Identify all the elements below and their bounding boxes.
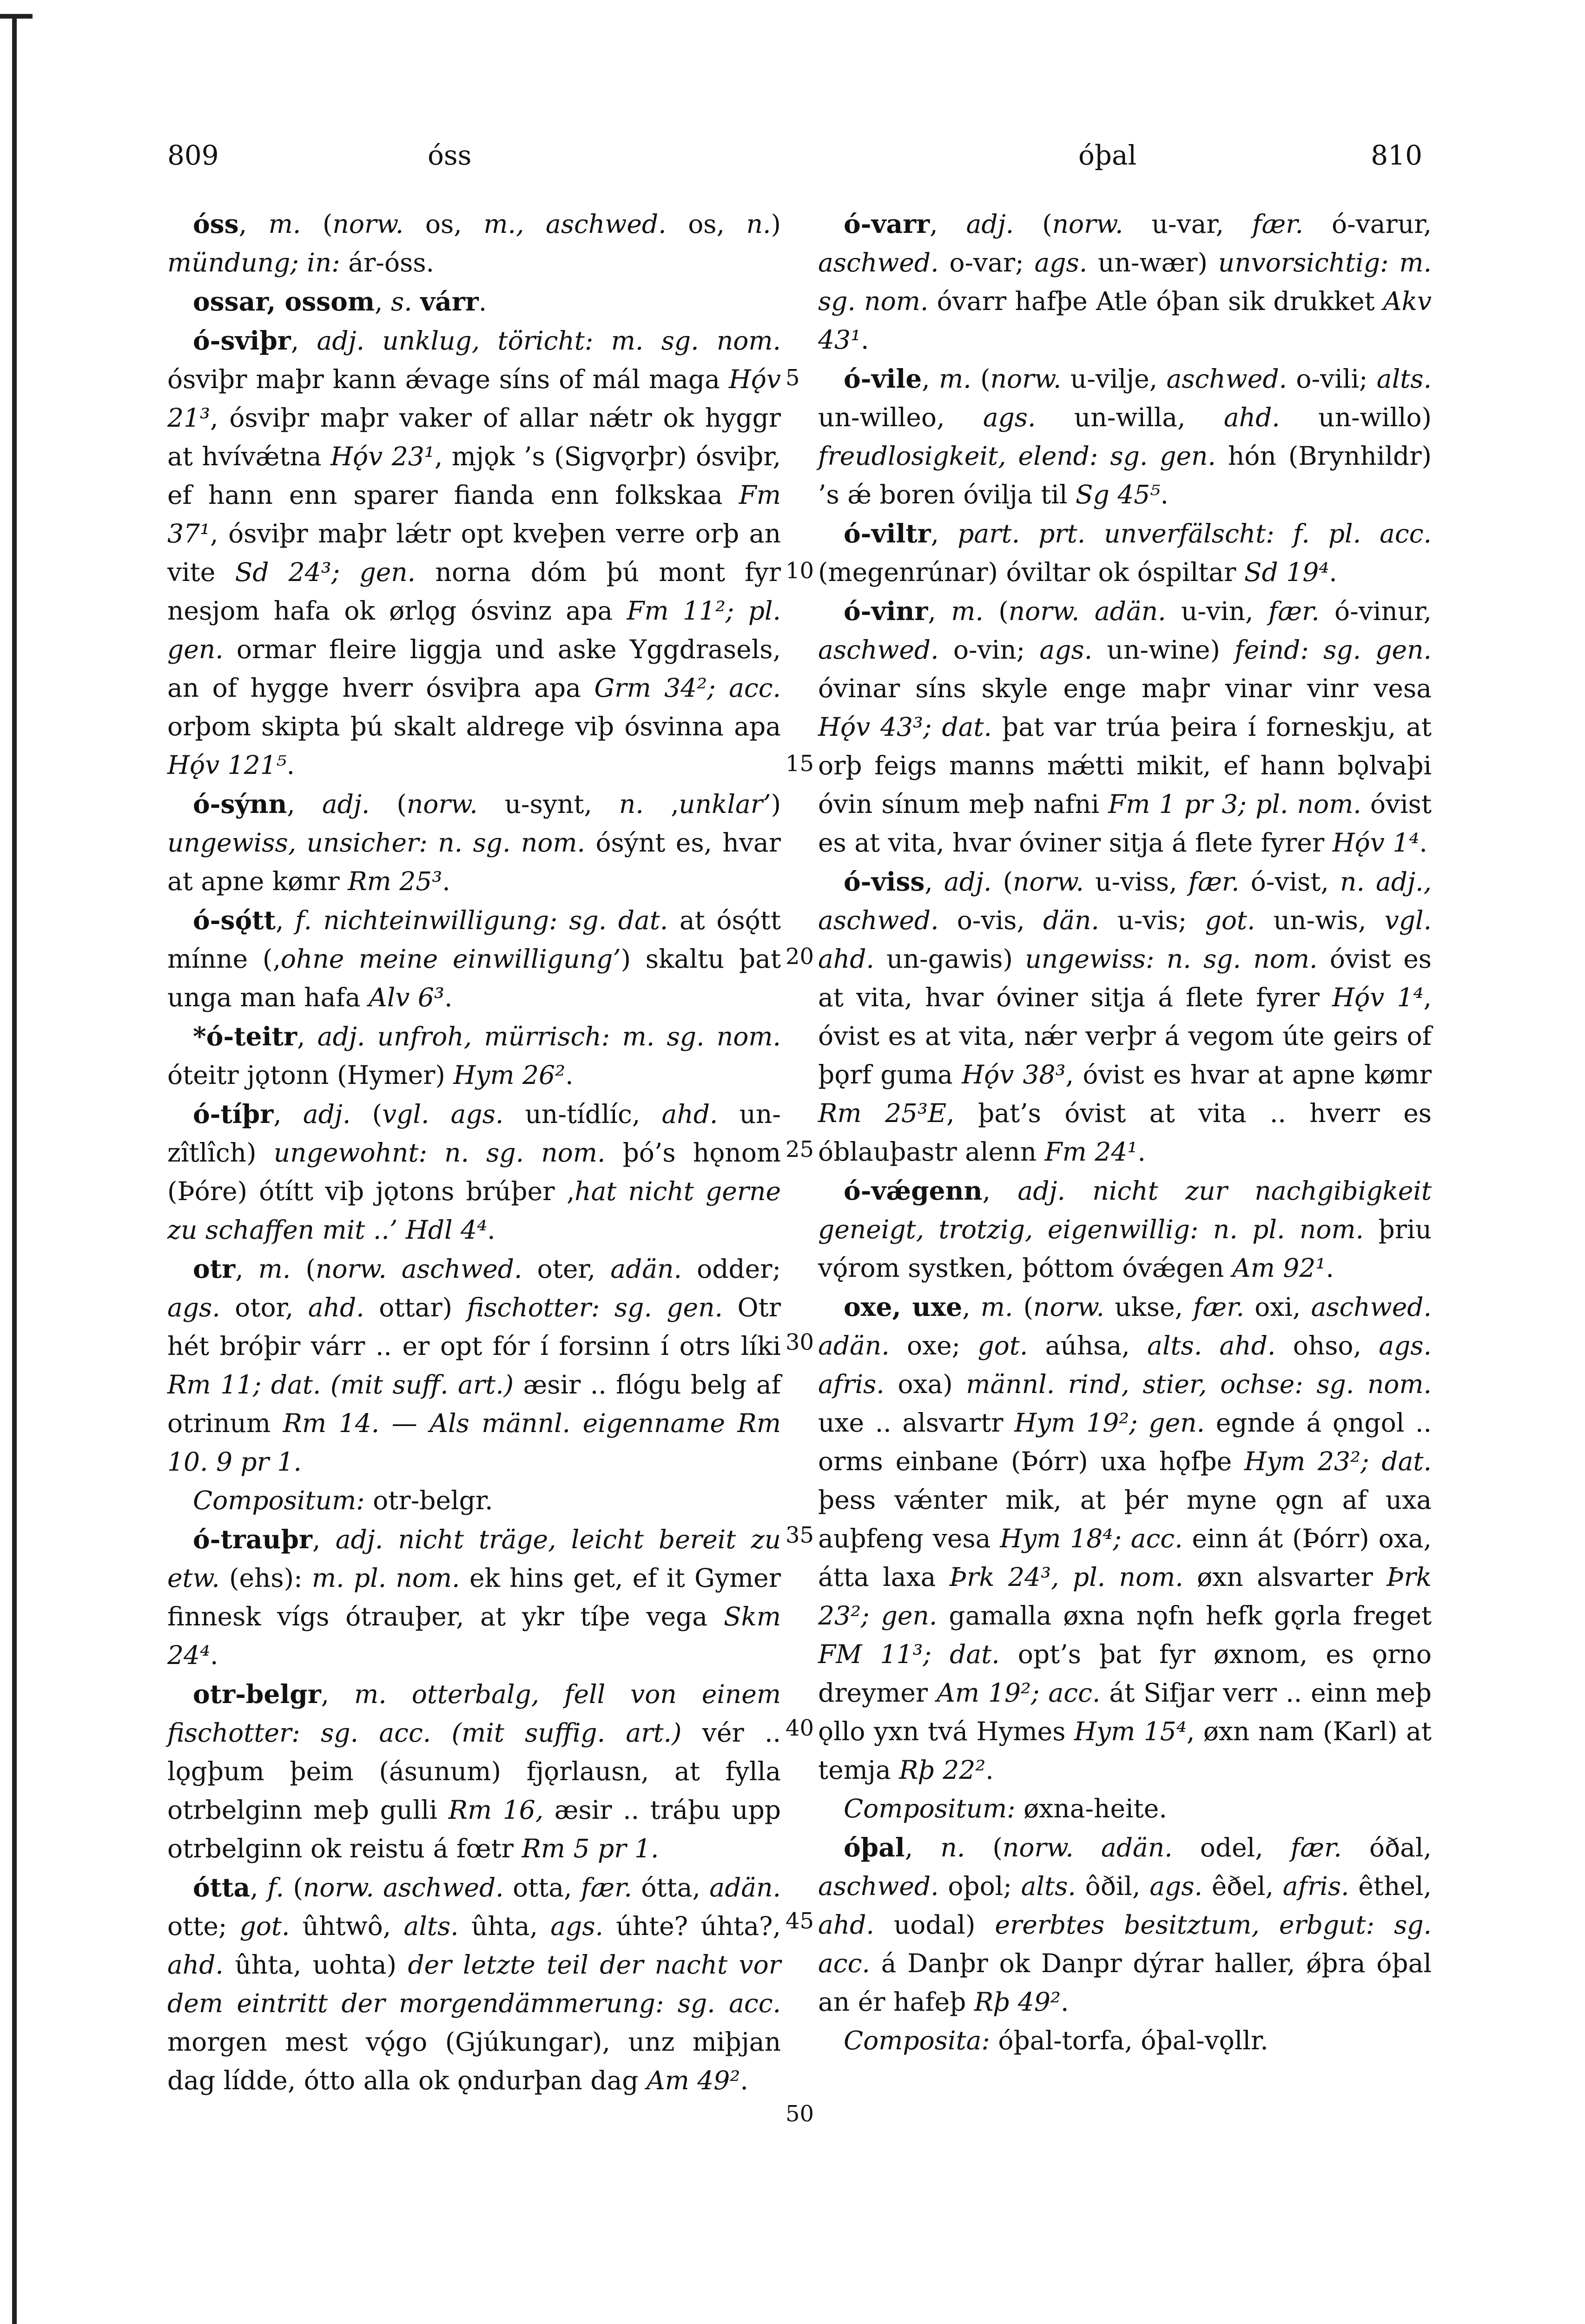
left-entry: ossar, ossom, s. várr. [193,286,487,317]
left-entry: ó-tíþr, adj. (vgl. ags. un-tídlíc, ahd. un-zîtlîch) ungewohnt: n. sg. nom. þó’s hǫnom (Þóre) ótítt viþ jǫtons brúþer ‚hat nicht gerne zu schaffen mit ..’ Hdl 4⁴. [167,1099,781,1245]
line-number: 5 [786,365,800,391]
left-entry: ó-trauþr, adj. nicht träge, leicht bereit zu etw. (ehs): m. pl. nom. ek hins get, ef it Gymer finnesk vígs ótrauþer, at ykr tíþe vega Skm 24⁴. [167,1524,781,1670]
line-number: 40 [786,1715,814,1741]
right-entry: ó-vinr, m. (norw. adän. u-vin, fær. ó-vinur, aschwed. o-vin; ags. un-wine) feind: sg. gen. óvinar síns skyle enge maþr vinar vinr vesa Hǫ́v 43³; dat. þat var trúa þeira í forneskju, at orþ feigs manns mǽtti mikit, ef hann bǫlvaþi óvin sínum meþ nafni Fm 1 pr 3; pl. nom. óvist es at vita, hvar óviner sitja á flete fyrer Hǫ́v 1⁴. [818,596,1432,858]
right-entry: ó-viltr, part. prt. unverfälscht: f. pl. acc. (megenrúnar) óviltar ok óspiltar Sd 19⁴. [818,518,1432,587]
right-entry: ó-vǽgenn, adj. nicht zur nachgibigkeit geneigt, trotzig, eigenwillig: n. pl. nom. þriu vǫ́rom systken, þóttom óvǽgen Am 92¹. [818,1175,1432,1283]
line-number: 35 [786,1522,814,1548]
right-entry: ó-viss, adj. (norw. u-viss, fær. ó-vist, n. adj., aschwed. o-vis, dän. u-vis; got. un-wis, vgl. ahd. un-gawis) ungewiss: n. sg. nom. óvist es at vita, hvar óviner sitja á flete fyrer Hǫ́v 1⁴, óvist es at vita, nǽr verþr á vegom úte geirs of þǫrf guma Hǫ́v 38³, óvist es hvar at apne kømr Rm 25³E, þat’s óvist at vita .. hverr es óblauþastr alenn Fm 24¹. [818,866,1432,1167]
right-entry: Compositum: øxna-heite. [844,1794,1167,1823]
line-number: 20 [786,944,814,970]
left-entry: ó-sǫ́tt, f. nichteinwilligung: sg. dat. at ósǫ́tt mínne (‚ohne meine einwilligung’) skaltu þat unga man hafa Alv 6³. [167,905,781,1012]
left-entry: otr, m. (norw. aschwed. oter, adän. odder; ags. otor, ahd. ottar) fischotter: sg. gen. Otr hét bróþir várr .. er opt fór í forsinn í otrs líki Rm 11; dat. (mit suff. art.) æsir .. flógu belg af otrinum Rm 14. — Als männl. eigenname Rm 10. 9 pr 1. [167,1254,781,1477]
line-number: 10 [786,558,814,584]
running-head-left: óss [428,139,472,171]
page-header [167,139,1422,181]
left-entry: Compositum: otr-belgr. [193,1486,493,1515]
line-number: 30 [786,1329,814,1355]
left-entry: ótta, f. (norw. aschwed. otta, fær. ótta, adän. otte; got. ûhtwô, alts. ûhta, ags. úhte? úhta?, ahd. ûhta, uohta) der letzte teil der nacht vor dem eintritt der morgendämmerung: sg. acc. morgen mest vǫ́go (Gjúkungar), unz miþjan dag lídde, ótto alla ok ǫndurþan dag Am 49². [167,1872,781,2095]
right-entry: óþal, n. (norw. adän. odel, fær. óðal, aschwed. oþol; alts. ôðil, ags. êðel, afris. êthel, ahd. uodal) ererbtes besitztum, erbgut: sg. acc. á Danþr ok Danpr dýrar haller, ǿþra óþal an ér hafeþ Rþ 49². [818,1832,1432,2017]
right-entry: ó-vile, m. (norw. u-vilje, aschwed. o-vili; alts. un-willeo, ags. un-willa, ahd. un-willo) freudlosigkeit, elend: sg. gen. hón (Brynhildr) ’s ǽ boren óvilja til Sg 45⁵. [818,363,1432,509]
left-entry: otr-belgr, m. otterbalg, fell von einem fischotter: sg. acc. (mit suffig. art.) vér .. lǫgþum þeim (ásunum) fjǫrlausn, at fylla otrbelginn meþ gulli Rm 16, æsir .. tráþu upp otrbelginn ok reistu á fœtr Rm 5 pr 1. [167,1679,781,1863]
left-entry: *ó-teitr, adj. unfroh, mürrisch: m. sg. nom. óteitr jǫtonn (Hymer) Hym 26². [167,1021,781,1090]
left-entry: óss, m. (norw. os, m., aschwed. os, n.) mündung; in: ár-óss. [167,209,781,277]
right-entry: Composita: óþal-torfa, óþal-vǫllr. [844,2026,1268,2055]
right-column [818,205,1432,2060]
left-entry: ó-sviþr, adj. unklug, töricht: m. sg. nom. ósviþr maþr kann ǽvage síns of mál maga Hǫ́v 21³, ósviþr maþr vaker of allar nǽtr ok hyggr at hvívǽtna Hǫ́v 23¹, mjǫk ’s (Sigvǫrþr) ósviþr, ef hann enn sparer fianda enn folkskaa Fm 37¹, ósviþr maþr lǽtr opt kveþen verre orþ an vite Sd 24³; gen. norna dóm þú mont fyr nesjom hafa ok ørlǫg ósvinz apa Fm 11²; pl. gen. ormar fleire liggja und aske Yggdrasels, an of hygge hverr ósviþra apa Grm 34²; acc. orþom skipta þú skalt aldrege viþ ósvinna apa Hǫ́v 121⁵. [167,325,781,780]
binding-rule [12,14,17,2324]
left-entry: ó-sýnn, adj. (norw. u-synt, n. ‚unklar’) ungewiss, unsicher: n. sg. nom. ósýnt es, hvar at apne kømr Rm 25³. [167,789,781,896]
running-head-right: óþal [1078,139,1137,171]
line-number: 15 [786,751,814,777]
line-number: 50 [786,2101,814,2127]
page-number-left: 809 [167,139,219,171]
line-number: 45 [786,1908,814,1934]
left-column [167,205,781,2100]
corner-mark [0,14,33,19]
right-entry: ó-varr, adj. (norw. u-var, fær. ó-varur, aschwed. o-var; ags. un-wær) unvorsichtig: m. sg. nom. óvarr hafþe Atle óþan sik drukket Akv 43¹. [818,209,1432,355]
line-number: 25 [786,1136,814,1162]
right-entry: oxe, uxe, m. (norw. ukse, fær. oxi, aschwed. adän. oxe; got. aúhsa, alts. ahd. ohso, ags. afris. oxa) männl. rind, stier, ochse: sg. nom. uxe .. alsvartr Hym 19²; gen. egnde á ǫngol .. orms einbane (Þórr) uxa hǫfþe Hym 23²; dat. þess vǽnter mik, at þér myne ǫgn af uxa auþfeng vesa Hym 18⁴; acc. einn át (Þórr) oxa, átta laxa Þrk 24³, pl. nom. øxn alsvarter Þrk 23²; gen. gamalla øxna nǫfn hefk gǫrla freget FM 11³; dat. opt’s þat fyr øxnom, es ǫrno dreymer Am 19²; acc. át Sifjar verr .. einn meþ ǫllo yxn tvá Hymes Hym 15⁴, øxn nam (Karl) at temja Rþ 22². [818,1292,1432,1785]
page-number-right: 810 [1371,139,1422,171]
